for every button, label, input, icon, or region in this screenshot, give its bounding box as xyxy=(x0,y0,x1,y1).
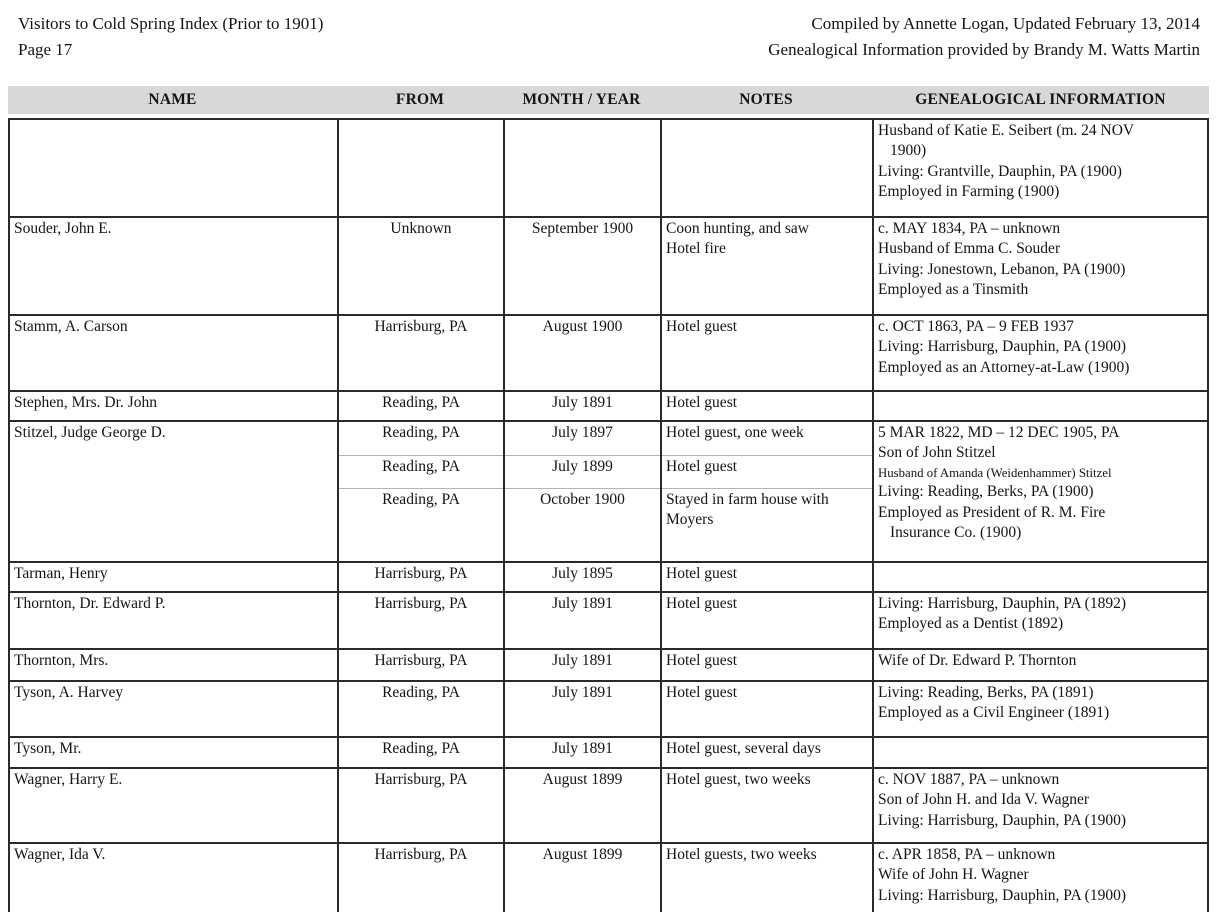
from-cell: Reading, PA xyxy=(339,738,505,767)
month-year-cell: July 1891 xyxy=(505,682,662,736)
compiled-by-line: Compiled by Annette Logan, Updated February 13, 2014 xyxy=(811,14,1200,33)
text-line: Employed as an Attorney-at-Law (1900) xyxy=(878,358,1130,376)
name-cell: Tyson, Mr. xyxy=(10,738,339,767)
table-row xyxy=(10,591,1207,648)
genealogy-credit-line: Genealogical Information provided by Brandy M. Watts Martin xyxy=(768,40,1200,59)
from-cell xyxy=(339,422,505,561)
notes-cell xyxy=(662,120,874,216)
name-cell: Tarman, Henry xyxy=(10,563,339,591)
month-year-cell: July 1891 xyxy=(505,392,662,420)
text-line: c. OCT 1863, PA – 9 FEB 1937 xyxy=(878,318,1074,335)
text-line: Hotel fire xyxy=(666,240,726,258)
table-row xyxy=(10,561,1207,591)
notes-cell xyxy=(662,769,874,842)
text-line: Living: Reading, Berks, PA (1891) xyxy=(878,684,1094,701)
table-row xyxy=(10,314,1207,390)
text-line: Employed as a Tinsmith xyxy=(878,281,1029,299)
text-line: Hotel guest xyxy=(666,394,738,411)
genealogy-cell xyxy=(874,120,1207,216)
text-line: Hotel guests, two weeks xyxy=(666,846,817,863)
month-year-cell: August 1900 xyxy=(505,316,662,390)
text-line: Hotel guest xyxy=(666,652,738,669)
month-year-cell: July 1891 xyxy=(505,738,662,767)
name-cell xyxy=(10,120,339,216)
genealogy-cell xyxy=(874,738,1207,767)
from-cell: Harrisburg, PA xyxy=(339,650,505,680)
text-line: Living: Jonestown, Lebanon, PA (1900) xyxy=(878,260,1126,278)
notes-cell xyxy=(662,218,874,314)
text-line: Wife of Dr. Edward P. Thornton xyxy=(878,652,1077,669)
from-cell: Harrisburg, PA xyxy=(339,593,505,648)
from-cell: Harrisburg, PA xyxy=(339,769,505,842)
text-line: Living: Harrisburg, Dauphin, PA (1892) xyxy=(878,595,1126,612)
notes-cell xyxy=(662,650,874,680)
column-header-row xyxy=(8,86,1209,114)
visit-subrow: Reading, PA xyxy=(339,488,503,561)
column-header-name: NAME xyxy=(148,91,197,108)
from-cell: Reading, PA xyxy=(339,392,505,420)
visit-subrow: Reading, PA xyxy=(339,455,503,488)
visit-subrow: July 1899 xyxy=(505,455,660,488)
from-cell xyxy=(339,120,505,216)
table-row xyxy=(10,648,1207,680)
visit-subrow: Reading, PA xyxy=(382,424,460,441)
name-cell: Souder, John E. xyxy=(10,218,339,314)
genealogy-cell xyxy=(874,593,1207,648)
name-cell: Thornton, Dr. Edward P. xyxy=(10,593,339,648)
genealogy-cell xyxy=(874,392,1207,420)
text-line: Employed as President of R. M. Fire xyxy=(878,503,1106,521)
notes-cell xyxy=(662,563,874,591)
table-body xyxy=(8,118,1209,912)
text-line: c. APR 1858, PA – unknown xyxy=(878,846,1056,863)
genealogy-cell xyxy=(874,682,1207,736)
notes-cell xyxy=(662,316,874,390)
visit-subrow xyxy=(662,455,872,488)
genealogy-cell xyxy=(874,844,1207,912)
column-header-notes: NOTES xyxy=(739,91,793,108)
notes-cell xyxy=(662,392,874,420)
text-line: Moyers xyxy=(666,511,714,529)
column-header-genealogical-information: GENEALOGICAL INFORMATION xyxy=(915,91,1166,108)
text-line: Employed as a Dentist (1892) xyxy=(878,615,1064,633)
text-line: Hotel guest xyxy=(666,458,738,475)
table-row xyxy=(10,736,1207,767)
genealogy-cell xyxy=(874,218,1207,314)
table-row xyxy=(10,120,1207,216)
text-line: Hotel guest xyxy=(666,318,738,335)
genealogy-cell xyxy=(874,563,1207,591)
text-line: Husband of Katie E. Seibert (m. 24 NOV xyxy=(878,122,1135,139)
genealogy-cell xyxy=(874,422,1207,561)
text-line: Living: Harrisburg, Dauphin, PA (1900) xyxy=(878,338,1126,356)
page-number-label: Page 17 xyxy=(18,40,73,59)
genealogy-cell xyxy=(874,650,1207,680)
name-cell: Tyson, A. Harvey xyxy=(10,682,339,736)
text-line: Hotel guest, one week xyxy=(666,424,804,441)
text-line: Stayed in farm house with xyxy=(666,491,829,508)
document-title: Visitors to Cold Spring Index (Prior to 1901) xyxy=(18,14,324,33)
from-cell: Reading, PA xyxy=(339,682,505,736)
genealogy-cell xyxy=(874,316,1207,390)
name-cell: Stitzel, Judge George D. xyxy=(10,422,339,561)
month-year-cell: July 1895 xyxy=(505,563,662,591)
text-line: 5 MAR 1822, MD – 12 DEC 1905, PA xyxy=(878,424,1120,441)
text-line: Wife of John H. Wagner xyxy=(878,866,1029,884)
column-header-month-year: MONTH / YEAR xyxy=(522,91,641,108)
text-line: c. NOV 1887, PA – unknown xyxy=(878,771,1060,788)
month-year-cell xyxy=(505,422,662,561)
notes-cell xyxy=(662,738,874,767)
table-row xyxy=(10,216,1207,314)
text-line: c. MAY 1834, PA – unknown xyxy=(878,220,1061,237)
text-line: Husband of Amanda (Weidenhammer) Stitzel xyxy=(878,465,1112,480)
name-cell: Thornton, Mrs. xyxy=(10,650,339,680)
text-line: Hotel guest xyxy=(666,684,738,701)
table-row xyxy=(10,680,1207,736)
text-line: Insurance Co. (1900) xyxy=(890,524,1022,542)
genealogy-cell xyxy=(874,769,1207,842)
from-cell: Unknown xyxy=(339,218,505,314)
text-line: 1900) xyxy=(890,142,927,160)
text-line: Son of John Stitzel xyxy=(878,444,996,462)
name-cell: Stephen, Mrs. Dr. John xyxy=(10,392,339,420)
text-line: Son of John H. and Ida V. Wagner xyxy=(878,791,1089,809)
notes-cell xyxy=(662,844,874,912)
text-line: Hotel guest, two weeks xyxy=(666,771,811,788)
month-year-cell: July 1891 xyxy=(505,593,662,648)
text-line: Hotel guest, several days xyxy=(666,740,821,757)
header-left-block xyxy=(18,11,323,63)
month-year-cell: August 1899 xyxy=(505,769,662,842)
text-line: Living: Harrisburg, Dauphin, PA (1900) xyxy=(878,811,1126,829)
visit-subrow xyxy=(662,488,872,561)
name-cell: Wagner, Ida V. xyxy=(10,844,339,912)
from-cell: Harrisburg, PA xyxy=(339,316,505,390)
text-line: Employed as a Civil Engineer (1891) xyxy=(878,704,1110,722)
name-cell: Stamm, A. Carson xyxy=(10,316,339,390)
notes-cell xyxy=(662,593,874,648)
header-right-block xyxy=(768,11,1200,63)
visit-subrow: October 1900 xyxy=(505,488,660,561)
document-header xyxy=(0,0,1217,63)
table-row xyxy=(10,390,1207,420)
from-cell: Harrisburg, PA xyxy=(339,844,505,912)
month-year-cell xyxy=(505,120,662,216)
text-line: Employed in Farming (1900) xyxy=(878,183,1060,201)
month-year-cell: August 1899 xyxy=(505,844,662,912)
visit-subrow: July 1897 xyxy=(552,424,613,441)
table-row xyxy=(10,767,1207,842)
text-line: Living: Harrisburg, Dauphin, PA (1900) xyxy=(878,886,1126,904)
notes-cell xyxy=(662,682,874,736)
month-year-cell: July 1891 xyxy=(505,650,662,680)
text-line: Hotel guest xyxy=(666,595,738,612)
text-line: Living: Grantville, Dauphin, PA (1900) xyxy=(878,162,1122,180)
table-row xyxy=(10,842,1207,912)
text-line: Coon hunting, and saw xyxy=(666,220,809,237)
month-year-cell: September 1900 xyxy=(505,218,662,314)
text-line: Living: Reading, Berks, PA (1900) xyxy=(878,483,1094,501)
visit-subrow xyxy=(662,422,872,455)
column-header-from: FROM xyxy=(395,91,445,108)
text-line: Husband of Emma C. Souder xyxy=(878,240,1061,258)
text-line: Hotel guest xyxy=(666,565,738,582)
notes-cell xyxy=(662,422,874,561)
name-cell: Wagner, Harry E. xyxy=(10,769,339,842)
table-row xyxy=(10,420,1207,561)
from-cell: Harrisburg, PA xyxy=(339,563,505,591)
